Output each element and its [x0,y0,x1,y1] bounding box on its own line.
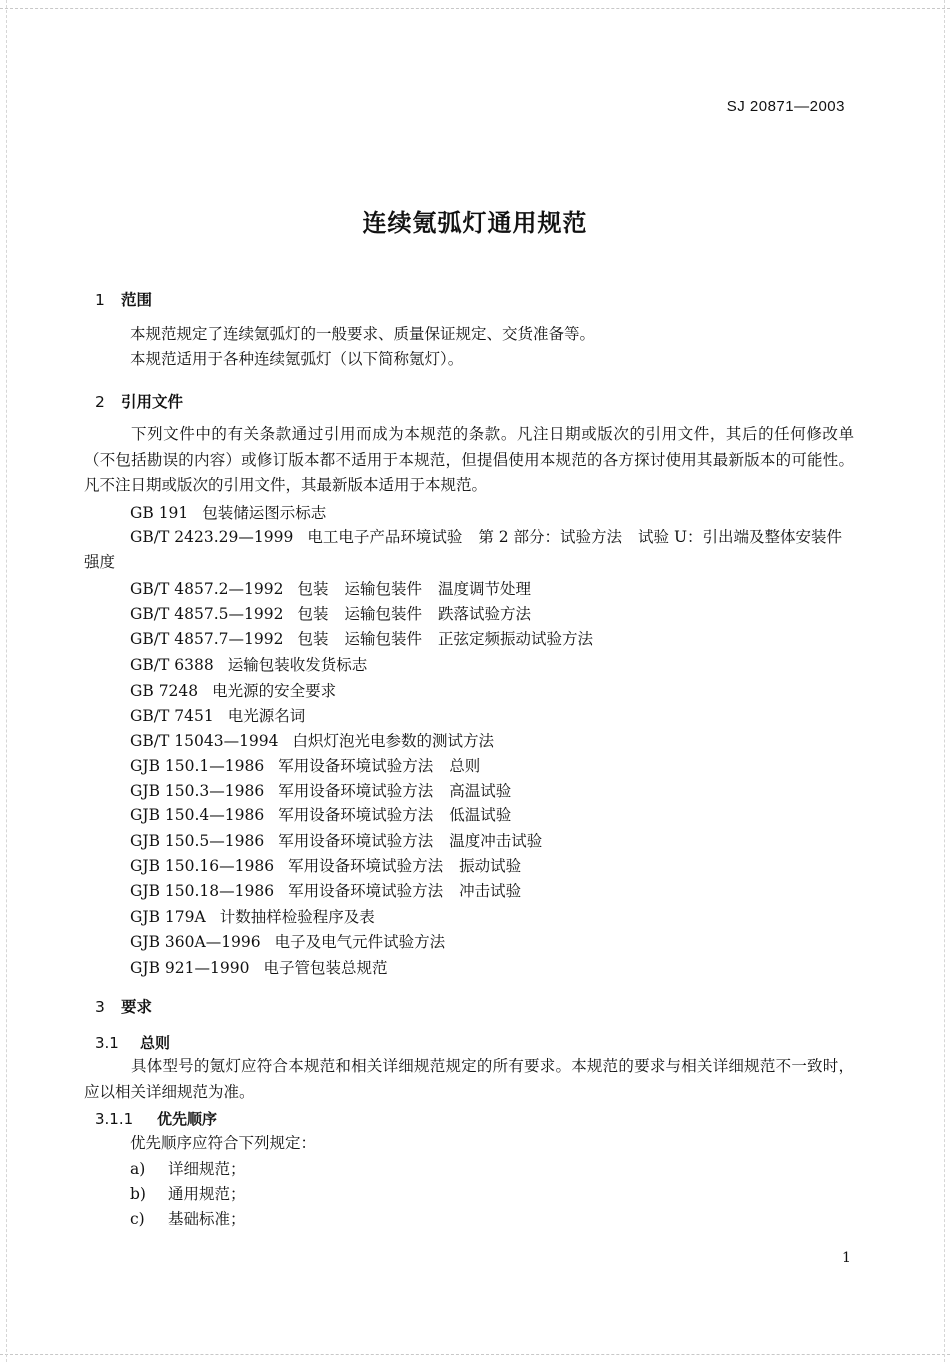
reference-item: GB 191 包装储运图示标志 [130,504,327,522]
reference-item: GJB 150.3—1986 军用设备环境试验方法 高温试验 [130,782,512,800]
section-number: 2 [95,393,105,411]
reference-item: GB/T 4857.5—1992 包装 运输包装件 跌落试验方法 [130,605,531,623]
list-item: b) 通用规范； [130,1185,246,1203]
reference-item: GJB 360A—1996 电子及电气元件试验方法 [130,933,446,951]
reference-item: GB/T 6388 运输包装收发货标志 [130,656,368,674]
section-number: 3 [95,998,105,1016]
reference-item: GJB 150.16—1986 军用设备环境试验方法 振动试验 [130,857,522,875]
section-title: 范围 [121,291,153,309]
section-number: 1 [95,291,105,309]
page-number: 1 [842,1250,851,1266]
standard-number: SJ 20871—2003 [726,98,845,115]
page-edge-bottom [0,1354,950,1355]
reference-item: GB/T 4857.2—1992 包装 运输包装件 温度调节处理 [130,580,531,598]
reference-item: GJB 150.4—1986 军用设备环境试验方法 低温试验 [130,806,512,824]
subsection-3-1-1-intro: 优先顺序应符合下列规定： [130,1134,317,1152]
reference-item: GJB 150.1—1986 军用设备环境试验方法 总则 [130,757,481,775]
reference-item: GJB 150.18—1986 军用设备环境试验方法 冲击试验 [130,882,522,900]
reference-item: GB/T 7451 电光源名词 [130,707,306,725]
subsection-3-1-heading: 3.1 总则 [95,1034,171,1052]
section-1-heading [95,288,152,310]
section-title: 引用文件 [121,393,184,411]
section-2-intro: 下列文件中的有关条款通过引用而成为本规范的条款。凡注日期或版次的引用文件，其后的任何修改单（不包括勘误的内容）或修订版本都不适用于本规范，但提倡使用本规范的各方探讨使用其最新版本的可能性。凡不注日期或版次的引用文件，其最新版本适用于本规范。 [84,425,854,494]
list-item: c) 基础标准； [130,1210,246,1228]
section-1-paragraph: 本规范适用于各种连续氪弧灯（以下简称氪灯）。 [130,350,464,368]
section-3-heading [95,995,152,1017]
reference-item: GB 7248 电光源的安全要求 [130,682,337,700]
reference-item: GJB 150.5—1986 军用设备环境试验方法 温度冲击试验 [130,832,543,850]
section-1-paragraph: 本规范规定了连续氪弧灯的一般要求、质量保证规定、交货准备等。 [130,325,596,343]
section-title: 要求 [121,998,153,1016]
page-edge-top [0,8,950,9]
document-title: 连续氪弧灯通用规范 [362,209,588,237]
reference-item: GJB 921—1990 电子管包装总规范 [130,959,388,977]
subsection-3-1-text: 具体型号的氪灯应符合本规范和相关详细规范规定的所有要求。本规范的要求与相关详细规范不一致时，应以相关详细规范为准。 [84,1057,854,1101]
section-2-heading [95,390,183,412]
list-item: a) 详细规范； [130,1160,246,1178]
reference-item: GB/T 2423.29—1999 电工电子产品环境试验 第 2 部分：试验方法 试验 U：引出端及整体安装件强度 [84,528,843,571]
subsection-3-1-1-heading: 3.1.1 优先顺序 [95,1110,218,1128]
reference-item: GJB 179A 计数抽样检验程序及表 [130,908,375,926]
reference-item: GB/T 15043—1994 白炽灯泡光电参数的测试方法 [130,732,495,750]
reference-item: GB/T 4857.7—1992 包装 运输包装件 正弦定频振动试验方法 [130,630,593,648]
